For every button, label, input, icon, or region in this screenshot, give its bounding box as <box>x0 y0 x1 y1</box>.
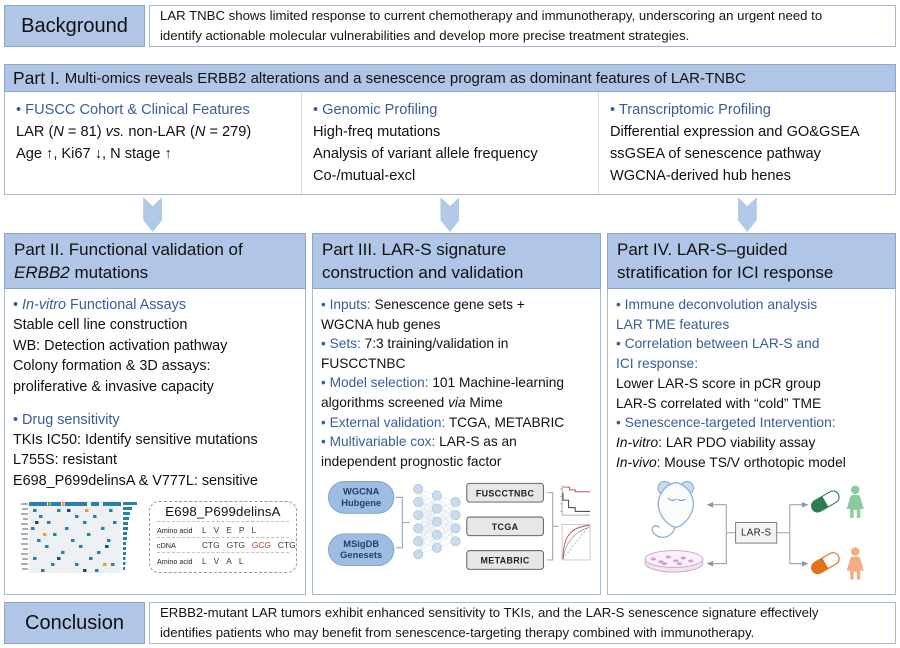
text-segment: E <box>226 524 232 535</box>
text-segment: ERBB2 <box>14 263 70 283</box>
part1-title-prefix: Part I. <box>13 67 60 88</box>
lars-label: LAR-S <box>741 528 772 540</box>
part3-body <box>312 289 601 595</box>
parts-row <box>4 233 896 595</box>
text-segment: • Model selection: <box>321 375 433 391</box>
background-label: Background <box>4 5 145 47</box>
right-bracket <box>547 493 558 560</box>
part3-header <box>312 233 601 289</box>
text-segment: V <box>213 524 220 535</box>
text-segment: Lower LAR-S score in pCR group <box>616 375 821 391</box>
text-segment: Part II. Functional validation of <box>14 240 243 259</box>
text-segment: non-LAR ( <box>124 123 195 140</box>
text-segment: mutations <box>69 263 149 283</box>
text-segment: • Correlation between LAR-S and <box>616 336 820 352</box>
input-pills <box>328 482 393 566</box>
pill-msigdb-label2: Genesets <box>340 550 383 561</box>
part1-header <box>4 64 896 92</box>
text-segment: • FUSCC Cohort & Clinical Features <box>16 102 250 118</box>
text-line <box>616 413 887 433</box>
part4-header <box>607 233 896 289</box>
part4-text <box>616 295 887 472</box>
down-arrow-icon <box>738 197 757 232</box>
text-segment: LAR ( <box>16 123 54 140</box>
text-line <box>14 238 296 261</box>
nonresponder-person-icon <box>847 548 864 580</box>
text-segment: = 279) <box>205 123 252 140</box>
text-line <box>13 410 297 430</box>
text-segment: WGCNA-derived hub henes <box>610 167 791 184</box>
text-segment: Amino acid <box>157 525 193 535</box>
text-line <box>157 521 289 537</box>
text-segment: FUSCCTNBC <box>321 355 406 371</box>
text-segment: Part III. LAR-S signature <box>322 240 507 259</box>
text-segment: Functional Assays <box>66 297 187 313</box>
text-line <box>16 100 295 122</box>
text-line <box>321 334 592 354</box>
text-line <box>157 537 296 553</box>
text-line <box>321 413 592 433</box>
part2-header <box>4 233 306 289</box>
conclusion-row <box>4 602 896 644</box>
conclusion-text-line2: identifies patients who may benefit from senescence-targeting therapy combined with immunotherapy. <box>160 625 755 640</box>
oncoprint-figure <box>17 497 139 577</box>
text-segment: V <box>213 555 220 566</box>
left-bracket <box>396 498 410 548</box>
roc-plot-thumbnail <box>562 525 590 561</box>
text-segment: Mime <box>465 394 503 410</box>
text-line <box>616 453 887 473</box>
text-segment: cDNA <box>157 541 176 551</box>
conclusion-text-box <box>149 602 896 644</box>
text-segment: : LAR PDO viability assay <box>658 435 816 451</box>
text-segment: stratification for ICI response <box>617 263 834 283</box>
text-line <box>610 122 889 144</box>
text-line <box>313 122 592 144</box>
part1-column-transcriptomic <box>598 92 895 194</box>
text-line <box>321 432 592 452</box>
text-segment: ssGSEA of senescence pathway <box>610 145 821 162</box>
text-segment: Colony formation & 3D assays: <box>13 358 211 375</box>
responder-person-icon <box>847 486 864 518</box>
km-plot-thumbnail <box>560 486 590 516</box>
text-line <box>321 452 592 472</box>
down-arrow-icon <box>143 197 162 232</box>
text-segment: Stable cell line construction <box>13 317 188 334</box>
text-segment: Analysis of variant allele frequency <box>313 145 538 162</box>
text-line <box>616 354 887 374</box>
text-line <box>616 394 887 414</box>
conclusion-text-line1: ERBB2-mutant LAR tumors exhibit enhanced sensitivity to TKIs, and the LAR-S senescence signature effectively <box>160 605 819 621</box>
background-text-box <box>149 5 896 47</box>
text-segment: vs. <box>105 123 125 140</box>
text-segment: CTG <box>202 540 220 551</box>
text-segment: construction and validation <box>322 263 524 283</box>
text-segment: 101 Machine-learning <box>432 375 564 391</box>
text-line <box>13 356 297 376</box>
mouse-illustration <box>652 482 693 538</box>
text-segment: = 81) <box>63 123 106 140</box>
part1-column-clinical <box>5 92 301 194</box>
text-line <box>321 393 592 413</box>
pill-wgcna-label2: Hubgene <box>341 498 382 509</box>
text-line <box>13 450 297 470</box>
text-line <box>610 166 889 188</box>
text-segment: Senescence gene sets + <box>374 297 525 312</box>
text-line <box>13 430 297 450</box>
orange-capsule-icon <box>809 551 841 576</box>
text-segment: L755S: resistant <box>13 452 117 469</box>
text-segment: • Genomic Profiling <box>313 102 438 118</box>
text-segment: L <box>202 555 207 566</box>
text-segment: GTG <box>226 540 245 551</box>
part1-title-text: Multi-omics reveals ERBB2 alterations and a senescence program as dominant features of LAR-TNBC <box>64 69 746 87</box>
text-segment: proliferative & invasive capacity <box>13 378 214 395</box>
text-line <box>13 336 297 356</box>
oncoprint-bar-chart <box>123 502 137 570</box>
text-segment: • Transcriptomic Profiling <box>610 102 771 118</box>
text-segment: WB: Detection activation pathway <box>13 337 228 354</box>
text-line <box>617 261 886 284</box>
part1-content <box>4 92 896 195</box>
part1-column-genomic <box>301 92 598 194</box>
text-segment: TKIs IC50: Identify sensitive mutations <box>13 431 258 448</box>
text-line <box>16 144 295 166</box>
text-segment: • <box>13 297 23 313</box>
text-segment: L <box>251 524 257 535</box>
stratification-figure <box>616 473 887 589</box>
text-segment: L <box>238 555 244 566</box>
text-segment: 7:3 training/validation in <box>364 336 509 352</box>
text-segment: Age ↑, Ki67 ↓, N stage ↑ <box>16 145 172 162</box>
text-segment: A <box>226 555 232 566</box>
dataset-boxes <box>467 484 544 570</box>
text-segment: • Inputs: <box>321 297 375 312</box>
text-line <box>617 238 886 261</box>
text-line <box>616 374 887 394</box>
dataset-metabric: METABRIC <box>480 556 530 567</box>
text-line <box>13 295 297 315</box>
text-segment: L <box>202 524 207 535</box>
text-segment: • Drug sensitivity <box>13 411 120 428</box>
text-segment: Amino acid <box>157 556 193 566</box>
mutation-table <box>157 521 296 568</box>
oncoprint-top-row <box>29 502 121 506</box>
arrow-cell-3 <box>599 195 896 233</box>
text-line <box>13 397 297 409</box>
text-segment: • Multivariable cox: <box>321 434 440 450</box>
text-segment: : Mouse TS/V orthotopic model <box>656 454 846 470</box>
text-line <box>616 433 887 453</box>
text-line <box>13 377 297 397</box>
arrow-cell-1 <box>4 195 301 233</box>
text-segment: independent prognostic factor <box>321 453 502 469</box>
background-text-line2: identify actionable molecular vulnerabilities and develop more precise treatment strategies. <box>160 28 690 43</box>
text-segment: In-vivo <box>616 454 657 470</box>
text-segment: via <box>448 394 466 410</box>
pill-msigdb-label: MSigDB <box>343 539 380 550</box>
text-line <box>322 238 591 261</box>
text-line <box>313 166 592 188</box>
text-line <box>157 552 289 568</box>
text-line <box>321 373 592 393</box>
text-segment: P <box>238 524 245 535</box>
text-segment: WGCNA hub genes <box>321 316 441 332</box>
petri-dish-illustration <box>645 551 703 572</box>
text-line <box>13 471 297 491</box>
text-segment: N <box>194 123 206 140</box>
text-line <box>321 315 592 335</box>
flow-arrows <box>4 195 896 233</box>
text-segment: • Senescence-targeted Intervention: <box>616 415 836 431</box>
text-segment: TCGA, METABRIC <box>448 414 565 430</box>
text-line <box>616 334 887 354</box>
text-line <box>610 144 889 166</box>
text-segment: • Sets: <box>321 336 365 352</box>
text-segment: E698_P699delinsA & V777L: sensitive <box>13 472 258 489</box>
text-segment: Co-/mutual-excl <box>313 167 416 184</box>
conclusion-label: Conclusion <box>4 602 145 644</box>
mutation-title: E698_P699delinsA <box>165 504 281 520</box>
part2-body <box>4 289 306 595</box>
part4-panel <box>607 233 896 595</box>
text-segment: In-vitro <box>22 297 67 313</box>
text-line <box>610 100 889 122</box>
part2-text <box>13 295 297 491</box>
arrow-cell-2 <box>301 195 598 233</box>
background-row <box>4 5 896 47</box>
text-segment: ICI response: <box>616 356 699 372</box>
mutation-annotation-box <box>149 501 297 573</box>
text-segment: • Immune deconvolution analysis <box>616 297 818 312</box>
text-segment: LAR-S correlated with “cold” TME <box>616 395 822 411</box>
pill-wgcna-label: WGCNA <box>343 486 380 497</box>
text-segment: In-vitro <box>616 435 659 451</box>
part2-panel <box>4 233 306 595</box>
text-line <box>321 295 592 315</box>
text-segment: Part IV. LAR-S–guided <box>617 240 788 259</box>
text-segment: High-freq mutations <box>313 123 441 140</box>
green-capsule-icon <box>809 489 841 514</box>
text-line <box>616 295 887 315</box>
text-segment: • External validation: <box>321 414 449 430</box>
text-line <box>616 315 887 335</box>
text-segment: LAR-S as an <box>439 434 517 450</box>
text-line <box>13 315 297 335</box>
text-segment: N <box>53 123 64 140</box>
background-text-line1: LAR TNBC shows limited response to current chemotherapy and immunotherapy, underscoring an urgent need to <box>160 8 823 24</box>
text-segment: Differential expression and GO&GSEA <box>610 123 860 140</box>
text-line <box>322 261 591 284</box>
part2-figures <box>13 497 297 577</box>
down-arrow-icon <box>440 197 459 232</box>
text-line <box>313 100 592 122</box>
part3-text <box>321 295 592 471</box>
part4-body <box>607 289 896 595</box>
dataset-tcga: TCGA <box>491 522 519 533</box>
text-line <box>313 144 592 166</box>
text-segment: GCG <box>251 540 271 551</box>
part3-panel <box>312 233 601 595</box>
model-pipeline-figure <box>321 474 592 579</box>
text-segment: LAR TME features <box>616 316 730 332</box>
text-line <box>16 122 295 144</box>
dataset-fuscctnbc: FUSCCTNBC <box>475 488 535 499</box>
text-line <box>321 354 592 374</box>
text-segment: algorithms screened <box>321 394 449 410</box>
text-line <box>14 261 296 284</box>
text-segment: CTG <box>277 540 296 551</box>
